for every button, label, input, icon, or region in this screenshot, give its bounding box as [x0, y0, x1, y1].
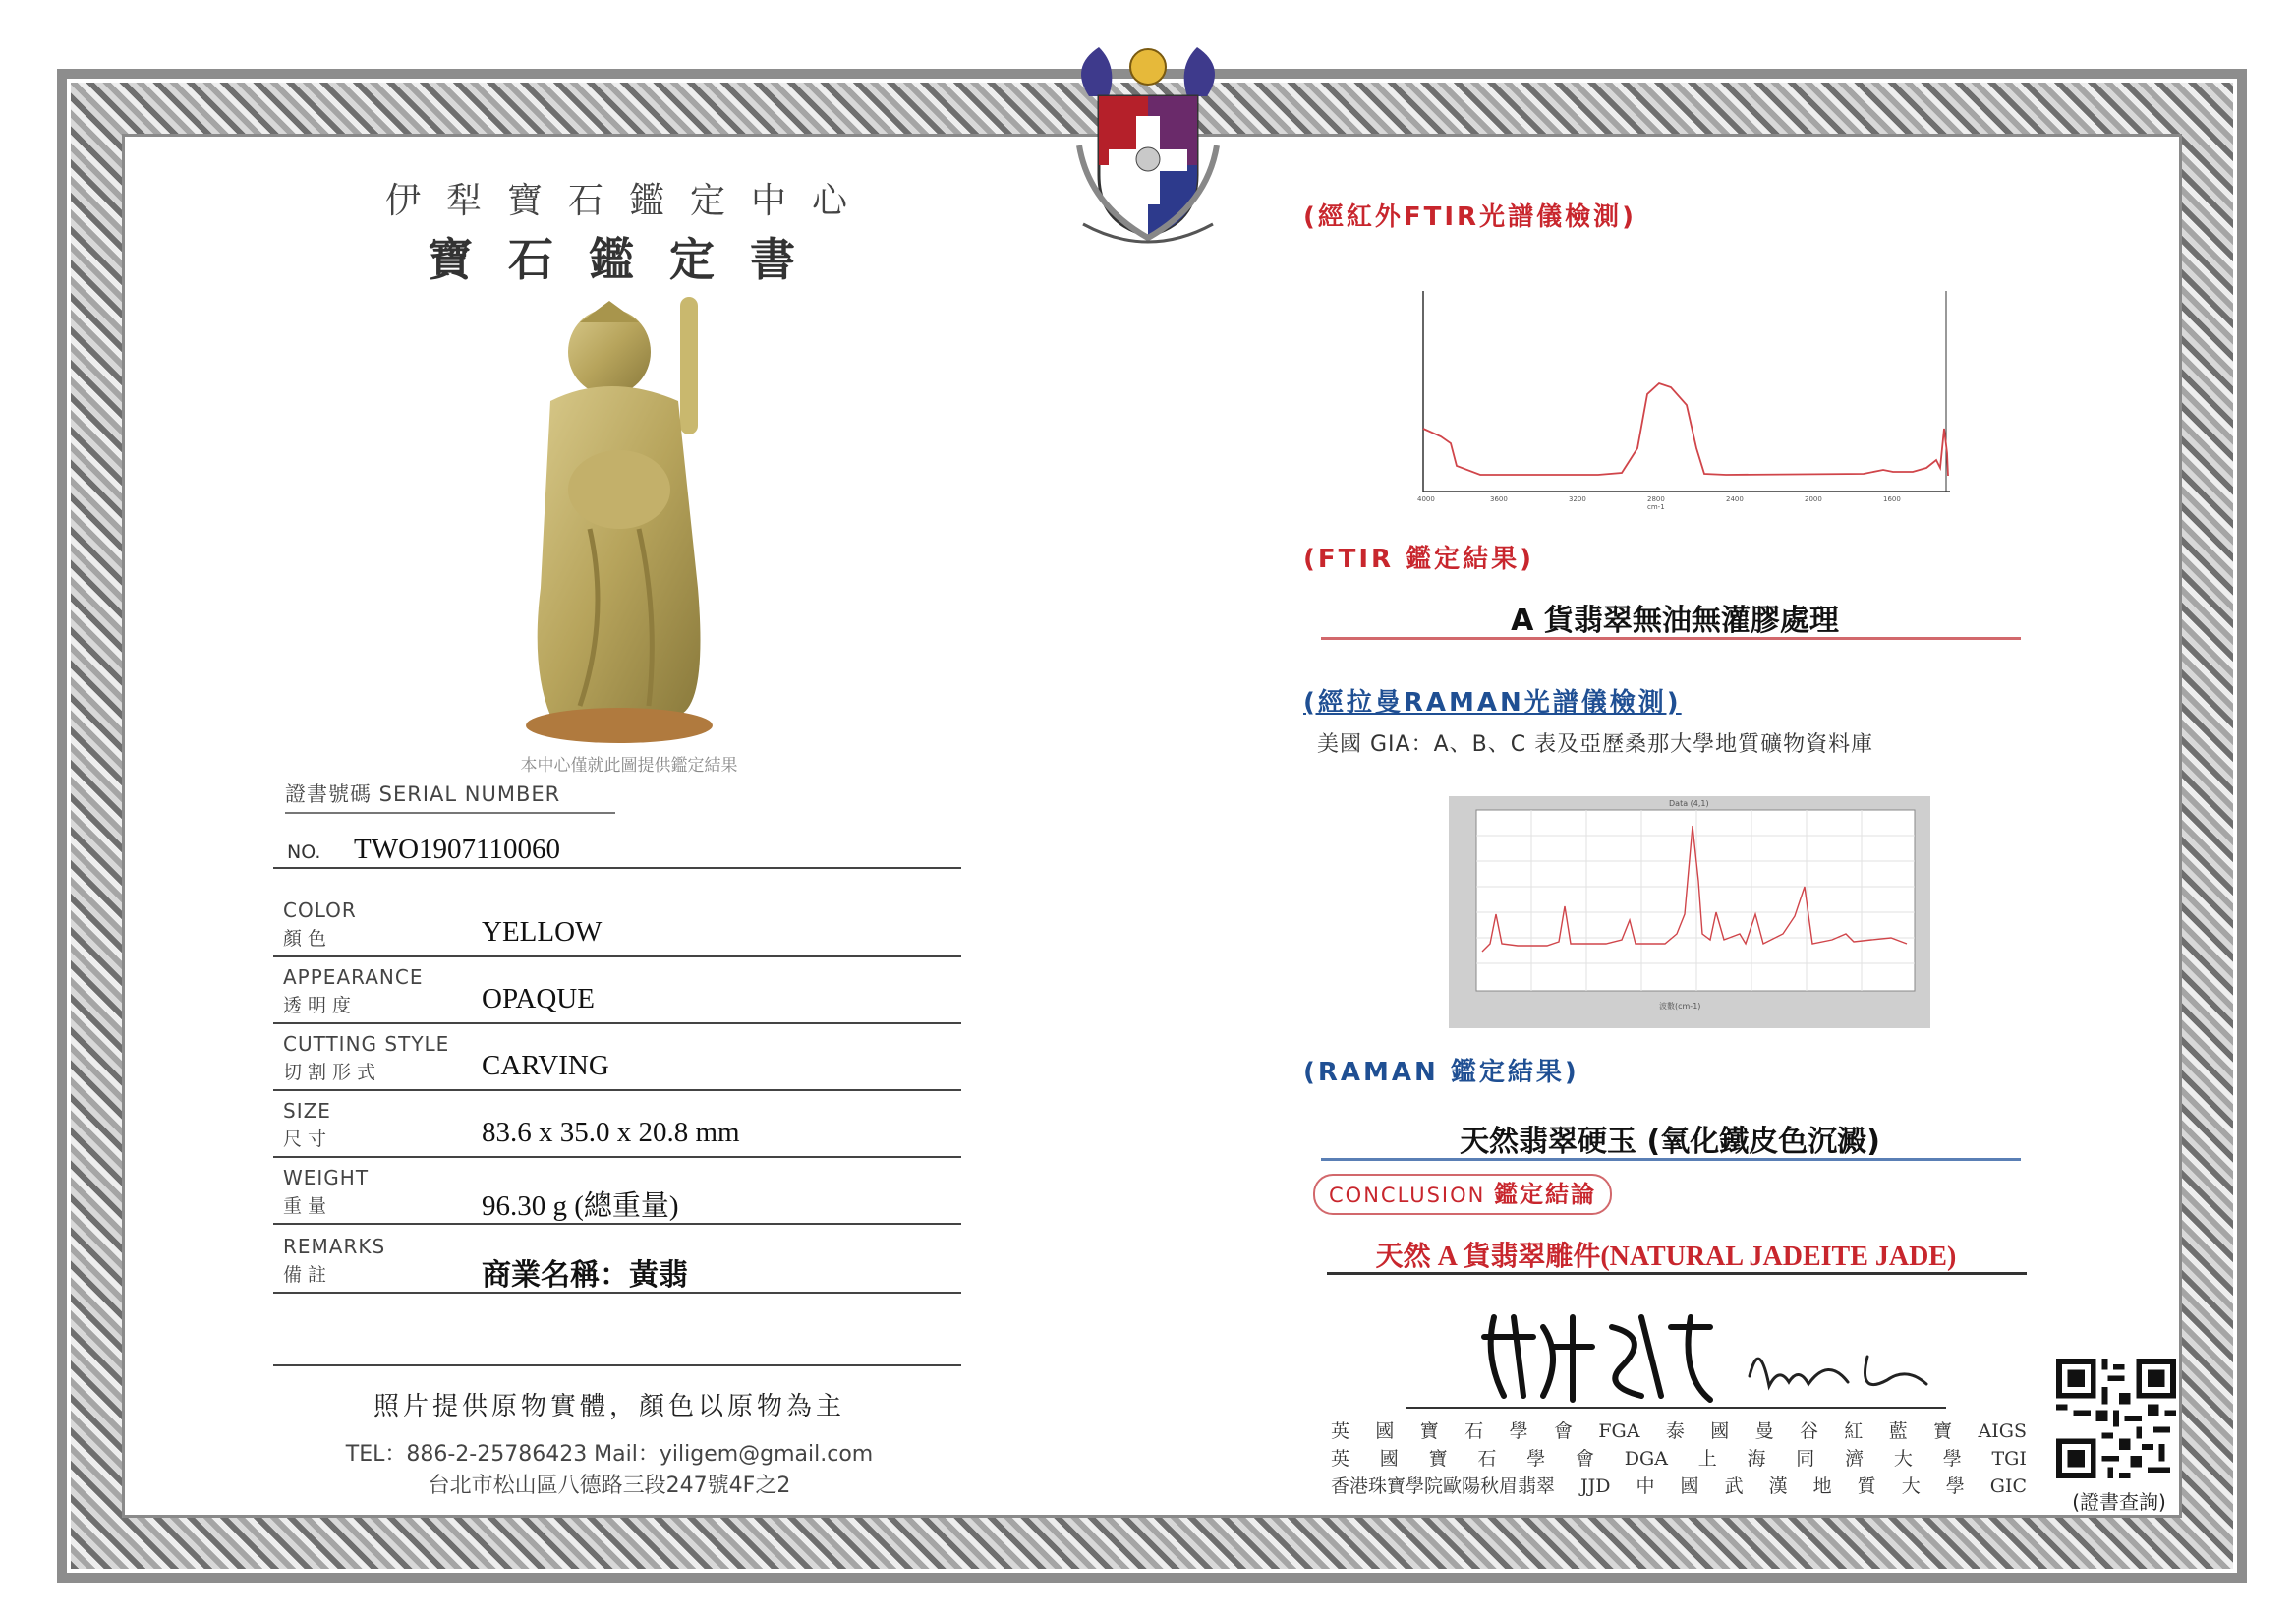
credential-cell: TGI: [1991, 1448, 2027, 1470]
credential-cell: 大: [1893, 1448, 1913, 1470]
ftir-spectrum-chart: [1402, 281, 1950, 509]
field-remarks: [273, 1233, 961, 1294]
raman-result: 天然翡翠硬玉 (氧化鐵皮色沉澱): [1460, 1125, 1880, 1159]
field-value: 96.30 g (總重量): [482, 1190, 679, 1222]
credential-cell: 學: [1509, 1420, 1528, 1442]
credential-cell: 泰: [1665, 1420, 1685, 1442]
raman-heading: (經拉曼RAMAN光譜儀檢測): [1303, 688, 1682, 718]
field-label-en: CUTTING STYLE: [283, 1032, 450, 1056]
credential-cell: 學: [1945, 1475, 1965, 1497]
credential-cell: 海: [1747, 1448, 1766, 1470]
ftir-result: A 貨翡翠無油無灌膠處理: [1511, 604, 1839, 638]
photo-note: 照片提供原物實體，顏色以原物為主: [373, 1392, 845, 1421]
svg-text:2400: 2400: [1726, 495, 1744, 503]
svg-text:2800: 2800: [1647, 495, 1665, 503]
field-label-zh: 切割形式: [283, 1062, 382, 1083]
field-color: [273, 897, 961, 957]
credential-cell: 石: [1477, 1448, 1497, 1470]
serial-no-label: NO.: [287, 841, 321, 863]
svg-text:1600: 1600: [1883, 495, 1901, 503]
credential-cell: 漢: [1768, 1475, 1788, 1497]
credential-cell: 寶: [1419, 1420, 1439, 1442]
credential-cell: 學: [1942, 1448, 1962, 1470]
credential-cell: 石: [1464, 1420, 1484, 1442]
field-label-en: WEIGHT: [283, 1166, 370, 1189]
credential-cell: 國: [1375, 1420, 1395, 1442]
field-label-zh: 透明度: [283, 995, 358, 1016]
credential-cell: 中: [1636, 1475, 1655, 1497]
credential-cell: 紅: [1844, 1420, 1864, 1442]
conclusion-label: [1313, 1174, 1612, 1215]
field-value: YELLOW: [482, 916, 603, 948]
field-value: 商業名稱：黃翡: [482, 1258, 688, 1293]
credential-cell: 曼: [1754, 1420, 1774, 1442]
credential-cell: 會: [1575, 1448, 1594, 1470]
field-value: 83.6 x 35.0 x 20.8 mm: [482, 1117, 740, 1148]
credential-cell: 濟: [1845, 1448, 1865, 1470]
address: 台北市松山區八德路三段247號4F之2: [428, 1474, 791, 1498]
jade-carving-photo: [511, 293, 747, 745]
credential-cell: GIC: [1989, 1475, 2027, 1497]
credential-cell: 質: [1857, 1475, 1876, 1497]
serial-number-row: [273, 834, 961, 869]
credential-cell: 武: [1724, 1475, 1744, 1497]
raman-result-heading: (RAMAN 鑑定結果): [1303, 1058, 1579, 1087]
svg-text:4000: 4000: [1417, 495, 1435, 503]
credential-cell: 谷: [1799, 1420, 1818, 1442]
credential-cell: 香港珠寶學院歐陽秋眉翡翠: [1331, 1475, 1556, 1497]
field-label-zh: 備註: [283, 1264, 333, 1286]
field-label-en: APPEARANCE: [283, 965, 424, 989]
field-label-en: REMARKS: [283, 1235, 386, 1258]
qr-query-label: (證書查詢): [2072, 1490, 2166, 1514]
credential-cell: 寶: [1933, 1420, 1953, 1442]
credential-row: [1331, 1473, 2027, 1500]
credential-cell: 學: [1526, 1448, 1546, 1470]
svg-text:cm-1: cm-1: [1647, 503, 1665, 509]
signature: [1396, 1298, 1985, 1416]
field-label-en: COLOR: [283, 898, 357, 922]
serial-number-value: TWO1907110060: [354, 834, 560, 865]
field-label-zh: 顏色: [283, 928, 333, 950]
field-label-zh: 重量: [283, 1195, 333, 1217]
svg-text:2000: 2000: [1805, 495, 1822, 503]
credential-cell: 國: [1680, 1475, 1699, 1497]
conclusion-label-en: CONCLUSION: [1329, 1184, 1486, 1207]
conclusion-label-zh: 鑑定結論: [1494, 1181, 1597, 1208]
field-weight: [273, 1164, 961, 1225]
svg-text:3600: 3600: [1490, 495, 1508, 503]
credential-cell: FGA: [1598, 1420, 1640, 1442]
credential-cell: 英: [1331, 1448, 1350, 1470]
raman-spectrum-chart: [1449, 796, 1930, 1028]
field-cutting-style: [273, 1030, 961, 1091]
crest-emblem: [1060, 28, 1236, 250]
conclusion-underline: [1327, 1272, 2027, 1275]
field-value: CARVING: [482, 1050, 609, 1081]
credential-cell: 大: [1901, 1475, 1921, 1497]
serial-number-label: 證書號碼 SERIAL NUMBER: [285, 779, 615, 814]
credential-cell: 國: [1710, 1420, 1730, 1442]
raman-database: 美國 GIA：A、B、C 表及亞歷桑那大學地質礦物資料庫: [1317, 732, 1874, 757]
field-size: [273, 1097, 961, 1158]
ftir-result-heading: (FTIR 鑑定結果): [1303, 545, 1535, 574]
credential-cell: 寶: [1428, 1448, 1448, 1470]
document-title: 寶石鑑定書: [428, 233, 831, 286]
contact-info: TEL：886-2-25786423 Mail：yiligem@gmail.com: [345, 1442, 874, 1467]
qr-code[interactable]: [2056, 1359, 2176, 1478]
field-label-en: SIZE: [283, 1099, 331, 1123]
svg-text:波數(cm-1): 波數(cm-1): [1659, 1002, 1701, 1011]
ftir-heading: (經紅外FTIR光譜儀檢測): [1303, 202, 1636, 232]
field-value: OPAQUE: [482, 983, 595, 1014]
raman-result-underline: [1321, 1158, 2021, 1161]
conclusion-value: 天然 A 貨翡翠雕件(NATURAL JADEITE JADE): [1375, 1242, 1957, 1272]
center-name: 伊犁寶石鑑定中心: [384, 181, 873, 221]
credential-cell: 藍: [1888, 1420, 1908, 1442]
field-label-zh: 尺寸: [283, 1128, 333, 1150]
credential-row: [1331, 1418, 2027, 1445]
credential-cell: 英: [1331, 1420, 1350, 1442]
ftir-result-underline: [1321, 637, 2021, 640]
credential-cell: AIGS: [1978, 1420, 2027, 1442]
credential-cell: DGA: [1624, 1448, 1668, 1470]
svg-text:Data (4,1): Data (4,1): [1669, 799, 1709, 808]
credentials-table: [1331, 1418, 2027, 1500]
credential-row: [1331, 1445, 2027, 1473]
credential-cell: 會: [1553, 1420, 1573, 1442]
svg-text:3200: 3200: [1569, 495, 1586, 503]
field-appearance: [273, 963, 961, 1024]
credential-cell: 地: [1812, 1475, 1832, 1497]
credential-cell: 國: [1379, 1448, 1399, 1470]
divider-line: [273, 1364, 961, 1366]
credential-cell: JJD: [1580, 1475, 1611, 1497]
credential-cell: 上: [1697, 1448, 1717, 1470]
photo-caption: 本中心僅就此圖提供鑑定結果: [520, 756, 738, 776]
credential-cell: 同: [1796, 1448, 1815, 1470]
